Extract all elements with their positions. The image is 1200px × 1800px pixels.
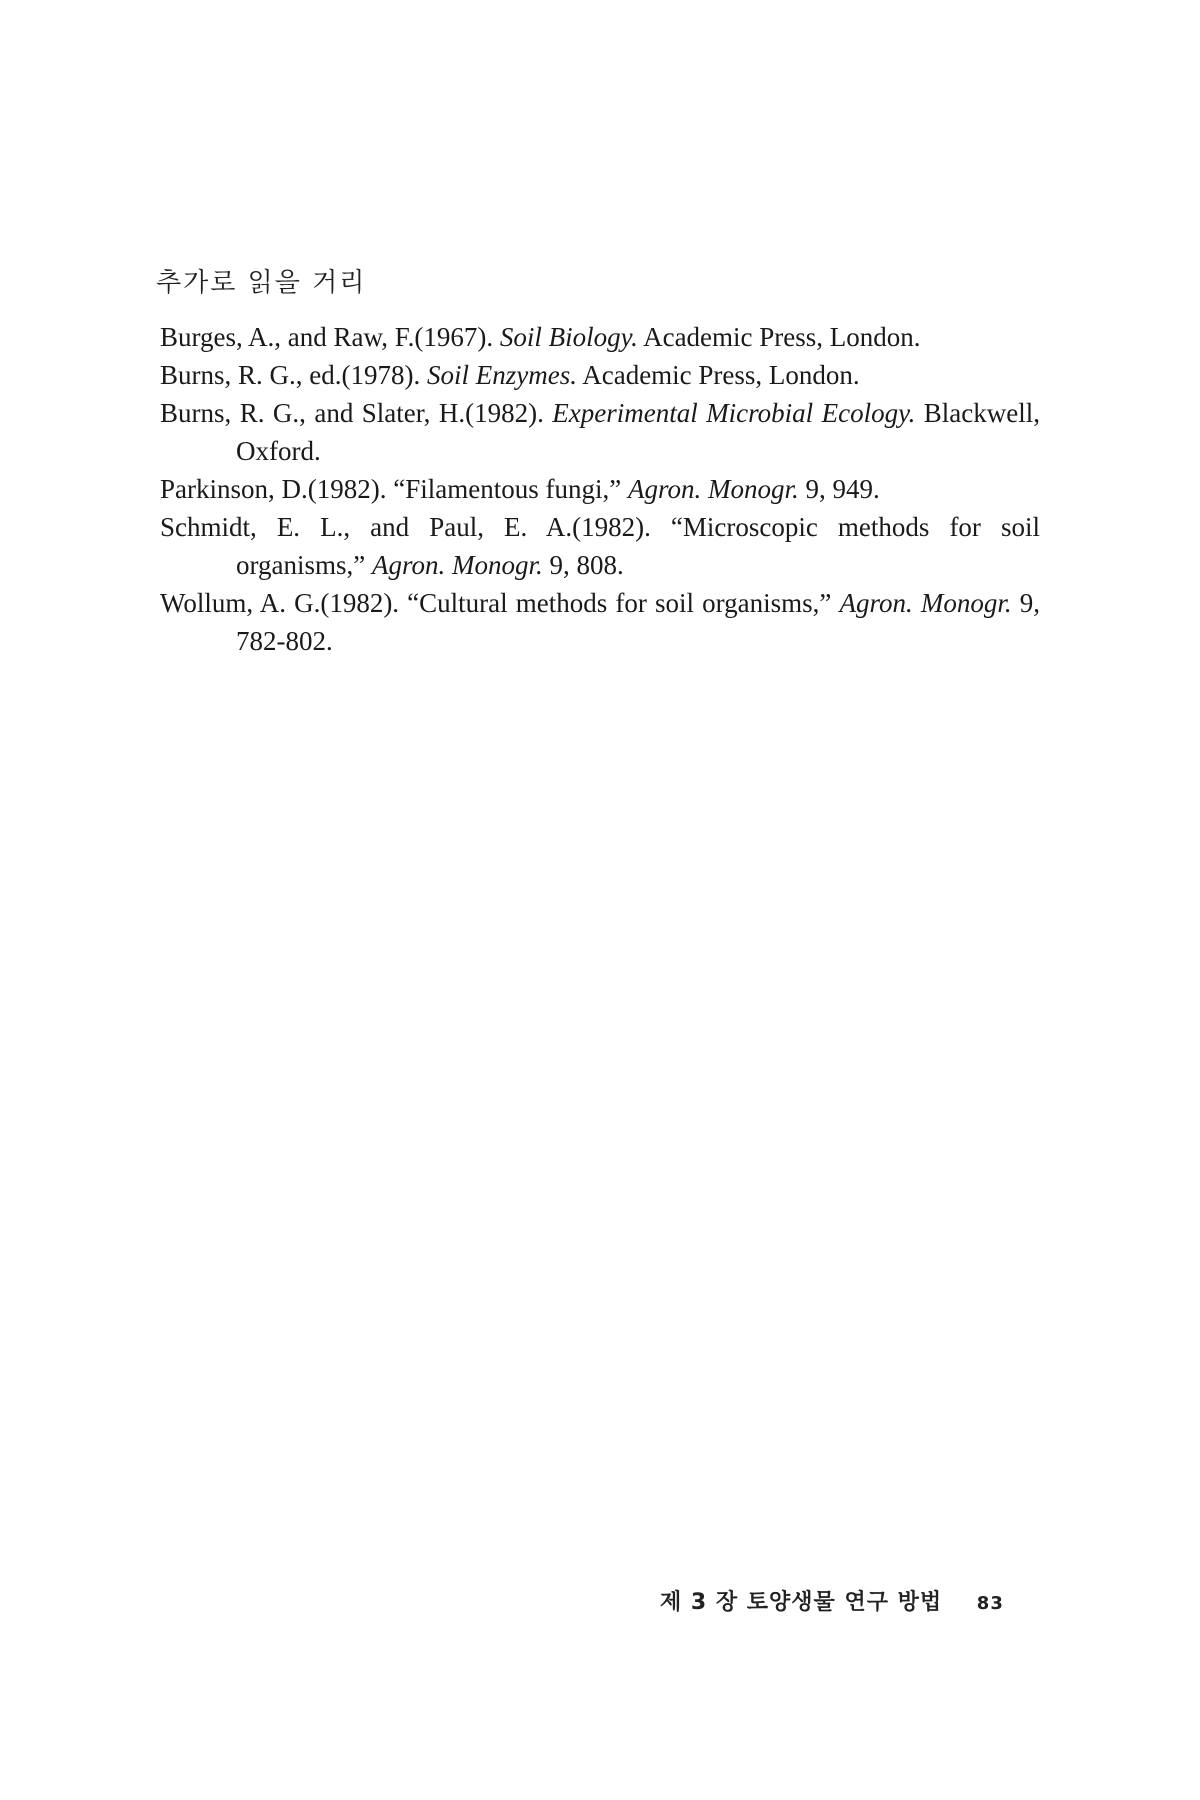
reference-item bbox=[160, 318, 1040, 356]
reference-authors: Burns, R. G., ed. bbox=[160, 360, 342, 390]
reference-title: Soil Enzymes. bbox=[426, 360, 577, 390]
reference-year: (1967). bbox=[414, 322, 494, 352]
running-footer bbox=[660, 1585, 1004, 1616]
reference-publisher: Blackwell, Oxford. bbox=[236, 398, 1040, 466]
reference-item bbox=[160, 356, 1040, 394]
reference-year: (1982). bbox=[572, 512, 651, 542]
reference-item bbox=[160, 584, 1040, 660]
reference-article-title: “Cultural methods for soil organisms,” bbox=[399, 588, 840, 618]
reference-list bbox=[160, 318, 1040, 660]
chapter-title: 제 3 장 토양생물 연구 방법 bbox=[660, 1590, 943, 1615]
reference-authors: Schmidt, E. L., and Paul, E. A. bbox=[160, 512, 573, 542]
reference-article-title: “Microscopic methods for soil organisms,” bbox=[236, 512, 1040, 580]
reference-year: (1982). bbox=[465, 398, 544, 428]
reference-authors: Wollum, A. G. bbox=[160, 588, 321, 618]
reference-volume: 9, 949. bbox=[798, 474, 880, 504]
reference-year: (1982). bbox=[307, 474, 387, 504]
reference-article-title: “Filamentous fungi,” bbox=[386, 474, 628, 504]
reference-year: (1978). bbox=[341, 360, 421, 390]
page-number: 83 bbox=[976, 1593, 1004, 1614]
reference-title: Soil Biology. bbox=[499, 322, 638, 352]
reference-item bbox=[160, 470, 1040, 508]
reference-journal: Agron. Monogr. bbox=[372, 550, 543, 580]
reference-authors: Burns, R. G., and Slater, H. bbox=[160, 398, 466, 428]
reference-item bbox=[160, 394, 1040, 470]
reference-volume: 9, 782-802. bbox=[236, 588, 1040, 656]
reference-journal: Agron. Monogr. bbox=[839, 588, 1012, 618]
reference-title: Experimental Microbial Ecology. bbox=[552, 398, 916, 428]
reference-publisher: Academic Press, London. bbox=[637, 322, 921, 352]
reference-volume: 9, 808. bbox=[542, 550, 624, 580]
reference-publisher: Academic Press, London. bbox=[576, 360, 860, 390]
reference-item bbox=[160, 508, 1040, 584]
reference-authors: Burges, A., and Raw, F. bbox=[160, 322, 415, 352]
reference-journal: Agron. Monogr. bbox=[627, 474, 799, 504]
reference-authors: Parkinson, D. bbox=[160, 474, 308, 504]
section-heading: 추가로 읽을 거리 bbox=[156, 268, 367, 298]
reference-year: (1982). bbox=[320, 588, 400, 618]
